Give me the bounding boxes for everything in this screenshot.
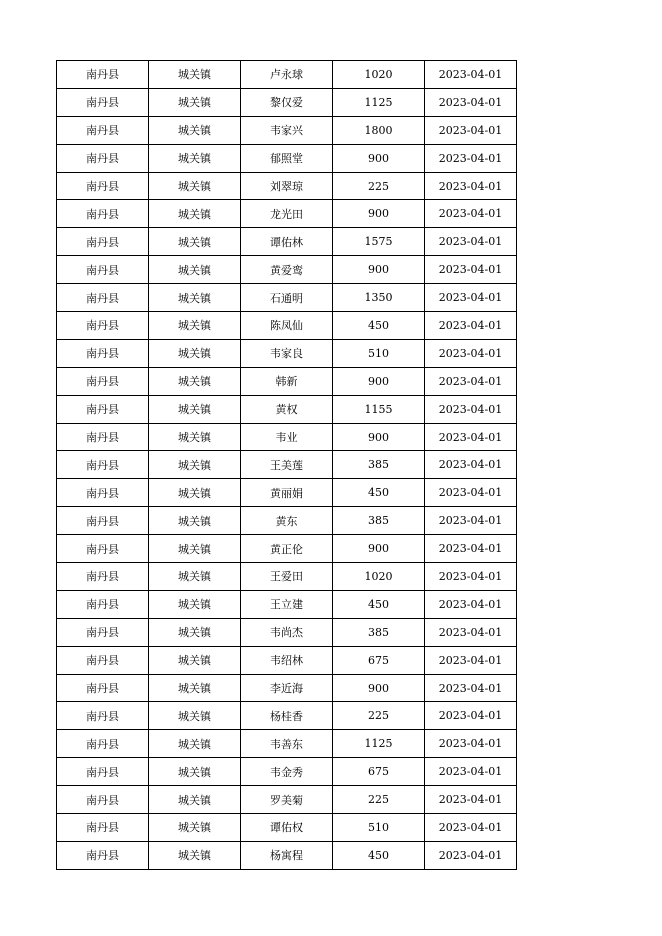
name-cell: 陈凤仙 xyxy=(241,312,333,340)
amount-cell: 225 xyxy=(333,786,425,814)
town-cell: 城关镇 xyxy=(149,284,241,312)
town-cell: 城关镇 xyxy=(149,535,241,563)
town-cell: 城关镇 xyxy=(149,479,241,507)
amount-cell: 1155 xyxy=(333,395,425,423)
date-cell: 2023-04-01 xyxy=(425,646,517,674)
town-cell: 城关镇 xyxy=(149,590,241,618)
name-cell: 罗美菊 xyxy=(241,786,333,814)
town-cell: 城关镇 xyxy=(149,172,241,200)
town-cell: 城关镇 xyxy=(149,88,241,116)
table-row xyxy=(57,730,517,758)
date-cell: 2023-04-01 xyxy=(425,841,517,869)
date-cell: 2023-04-01 xyxy=(425,200,517,228)
table-row xyxy=(57,88,517,116)
county-cell: 南丹县 xyxy=(57,758,149,786)
table-row xyxy=(57,674,517,702)
amount-cell: 510 xyxy=(333,814,425,842)
county-cell: 南丹县 xyxy=(57,814,149,842)
table-row xyxy=(57,367,517,395)
town-cell: 城关镇 xyxy=(149,61,241,89)
name-cell: 黄正伦 xyxy=(241,535,333,563)
table-row xyxy=(57,535,517,563)
county-cell: 南丹县 xyxy=(57,563,149,591)
county-cell: 南丹县 xyxy=(57,674,149,702)
name-cell: 石通明 xyxy=(241,284,333,312)
table-row xyxy=(57,256,517,284)
amount-cell: 225 xyxy=(333,172,425,200)
name-cell: 黄丽娟 xyxy=(241,479,333,507)
town-cell: 城关镇 xyxy=(149,395,241,423)
date-cell: 2023-04-01 xyxy=(425,339,517,367)
name-cell: 王爱田 xyxy=(241,563,333,591)
table-body xyxy=(57,61,517,870)
amount-cell: 1125 xyxy=(333,88,425,116)
table-row xyxy=(57,312,517,340)
amount-cell: 1575 xyxy=(333,228,425,256)
date-cell: 2023-04-01 xyxy=(425,144,517,172)
town-cell: 城关镇 xyxy=(149,144,241,172)
county-cell: 南丹县 xyxy=(57,618,149,646)
county-cell: 南丹县 xyxy=(57,786,149,814)
date-cell: 2023-04-01 xyxy=(425,395,517,423)
town-cell: 城关镇 xyxy=(149,786,241,814)
town-cell: 城关镇 xyxy=(149,367,241,395)
name-cell: 卢永球 xyxy=(241,61,333,89)
town-cell: 城关镇 xyxy=(149,758,241,786)
table-row xyxy=(57,228,517,256)
county-cell: 南丹县 xyxy=(57,367,149,395)
county-cell: 南丹县 xyxy=(57,339,149,367)
table-row xyxy=(57,702,517,730)
name-cell: 黄权 xyxy=(241,395,333,423)
table-row xyxy=(57,172,517,200)
date-cell: 2023-04-01 xyxy=(425,172,517,200)
amount-cell: 900 xyxy=(333,256,425,284)
amount-cell: 385 xyxy=(333,507,425,535)
name-cell: 郁照堂 xyxy=(241,144,333,172)
date-cell: 2023-04-01 xyxy=(425,116,517,144)
name-cell: 黎仅爱 xyxy=(241,88,333,116)
table-row xyxy=(57,646,517,674)
date-cell: 2023-04-01 xyxy=(425,284,517,312)
table-row xyxy=(57,590,517,618)
amount-cell: 900 xyxy=(333,674,425,702)
name-cell: 谭佑林 xyxy=(241,228,333,256)
table-row xyxy=(57,786,517,814)
town-cell: 城关镇 xyxy=(149,339,241,367)
amount-cell: 1800 xyxy=(333,116,425,144)
county-cell: 南丹县 xyxy=(57,256,149,284)
county-cell: 南丹县 xyxy=(57,88,149,116)
amount-cell: 1350 xyxy=(333,284,425,312)
amount-cell: 900 xyxy=(333,423,425,451)
table-row xyxy=(57,116,517,144)
date-cell: 2023-04-01 xyxy=(425,88,517,116)
name-cell: 韦家良 xyxy=(241,339,333,367)
date-cell: 2023-04-01 xyxy=(425,563,517,591)
county-cell: 南丹县 xyxy=(57,228,149,256)
town-cell: 城关镇 xyxy=(149,563,241,591)
table-row xyxy=(57,479,517,507)
data-table xyxy=(56,60,517,870)
date-cell: 2023-04-01 xyxy=(425,590,517,618)
name-cell: 杨桂香 xyxy=(241,702,333,730)
amount-cell: 900 xyxy=(333,200,425,228)
county-cell: 南丹县 xyxy=(57,61,149,89)
county-cell: 南丹县 xyxy=(57,479,149,507)
town-cell: 城关镇 xyxy=(149,256,241,284)
amount-cell: 1125 xyxy=(333,730,425,758)
county-cell: 南丹县 xyxy=(57,590,149,618)
date-cell: 2023-04-01 xyxy=(425,786,517,814)
town-cell: 城关镇 xyxy=(149,228,241,256)
date-cell: 2023-04-01 xyxy=(425,479,517,507)
town-cell: 城关镇 xyxy=(149,312,241,340)
amount-cell: 450 xyxy=(333,841,425,869)
amount-cell: 510 xyxy=(333,339,425,367)
date-cell: 2023-04-01 xyxy=(425,256,517,284)
name-cell: 韩新 xyxy=(241,367,333,395)
date-cell: 2023-04-01 xyxy=(425,674,517,702)
county-cell: 南丹县 xyxy=(57,841,149,869)
table-row xyxy=(57,339,517,367)
county-cell: 南丹县 xyxy=(57,144,149,172)
date-cell: 2023-04-01 xyxy=(425,618,517,646)
table-row xyxy=(57,200,517,228)
table-row xyxy=(57,841,517,869)
county-cell: 南丹县 xyxy=(57,172,149,200)
name-cell: 李近海 xyxy=(241,674,333,702)
county-cell: 南丹县 xyxy=(57,423,149,451)
table-row xyxy=(57,507,517,535)
amount-cell: 675 xyxy=(333,758,425,786)
amount-cell: 450 xyxy=(333,312,425,340)
table-row xyxy=(57,451,517,479)
date-cell: 2023-04-01 xyxy=(425,730,517,758)
town-cell: 城关镇 xyxy=(149,841,241,869)
date-cell: 2023-04-01 xyxy=(425,423,517,451)
amount-cell: 1020 xyxy=(333,563,425,591)
amount-cell: 900 xyxy=(333,144,425,172)
county-cell: 南丹县 xyxy=(57,702,149,730)
town-cell: 城关镇 xyxy=(149,451,241,479)
amount-cell: 450 xyxy=(333,479,425,507)
town-cell: 城关镇 xyxy=(149,814,241,842)
amount-cell: 450 xyxy=(333,590,425,618)
name-cell: 黄爱鸾 xyxy=(241,256,333,284)
name-cell: 韦绍林 xyxy=(241,646,333,674)
name-cell: 杨寓程 xyxy=(241,841,333,869)
name-cell: 王立建 xyxy=(241,590,333,618)
amount-cell: 385 xyxy=(333,451,425,479)
table-row xyxy=(57,423,517,451)
amount-cell: 385 xyxy=(333,618,425,646)
amount-cell: 900 xyxy=(333,535,425,563)
table-row xyxy=(57,758,517,786)
date-cell: 2023-04-01 xyxy=(425,228,517,256)
name-cell: 刘翠琼 xyxy=(241,172,333,200)
town-cell: 城关镇 xyxy=(149,200,241,228)
name-cell: 龙光田 xyxy=(241,200,333,228)
county-cell: 南丹县 xyxy=(57,312,149,340)
county-cell: 南丹县 xyxy=(57,451,149,479)
county-cell: 南丹县 xyxy=(57,395,149,423)
town-cell: 城关镇 xyxy=(149,702,241,730)
name-cell: 王美莲 xyxy=(241,451,333,479)
town-cell: 城关镇 xyxy=(149,507,241,535)
county-cell: 南丹县 xyxy=(57,507,149,535)
date-cell: 2023-04-01 xyxy=(425,702,517,730)
name-cell: 韦金秀 xyxy=(241,758,333,786)
amount-cell: 225 xyxy=(333,702,425,730)
county-cell: 南丹县 xyxy=(57,535,149,563)
town-cell: 城关镇 xyxy=(149,730,241,758)
date-cell: 2023-04-01 xyxy=(425,535,517,563)
name-cell: 黄东 xyxy=(241,507,333,535)
county-cell: 南丹县 xyxy=(57,646,149,674)
county-cell: 南丹县 xyxy=(57,200,149,228)
name-cell: 韦家兴 xyxy=(241,116,333,144)
amount-cell: 1020 xyxy=(333,61,425,89)
date-cell: 2023-04-01 xyxy=(425,758,517,786)
date-cell: 2023-04-01 xyxy=(425,451,517,479)
table-row xyxy=(57,814,517,842)
name-cell: 韦业 xyxy=(241,423,333,451)
town-cell: 城关镇 xyxy=(149,116,241,144)
date-cell: 2023-04-01 xyxy=(425,507,517,535)
table-row xyxy=(57,61,517,89)
date-cell: 2023-04-01 xyxy=(425,367,517,395)
county-cell: 南丹县 xyxy=(57,284,149,312)
table-row xyxy=(57,144,517,172)
table-row xyxy=(57,618,517,646)
date-cell: 2023-04-01 xyxy=(425,814,517,842)
town-cell: 城关镇 xyxy=(149,674,241,702)
amount-cell: 675 xyxy=(333,646,425,674)
date-cell: 2023-04-01 xyxy=(425,312,517,340)
town-cell: 城关镇 xyxy=(149,423,241,451)
county-cell: 南丹县 xyxy=(57,116,149,144)
town-cell: 城关镇 xyxy=(149,618,241,646)
table-row xyxy=(57,284,517,312)
county-cell: 南丹县 xyxy=(57,730,149,758)
name-cell: 韦善东 xyxy=(241,730,333,758)
table-row xyxy=(57,563,517,591)
name-cell: 韦尚杰 xyxy=(241,618,333,646)
town-cell: 城关镇 xyxy=(149,646,241,674)
table-row xyxy=(57,395,517,423)
amount-cell: 900 xyxy=(333,367,425,395)
name-cell: 谭佑权 xyxy=(241,814,333,842)
date-cell: 2023-04-01 xyxy=(425,61,517,89)
